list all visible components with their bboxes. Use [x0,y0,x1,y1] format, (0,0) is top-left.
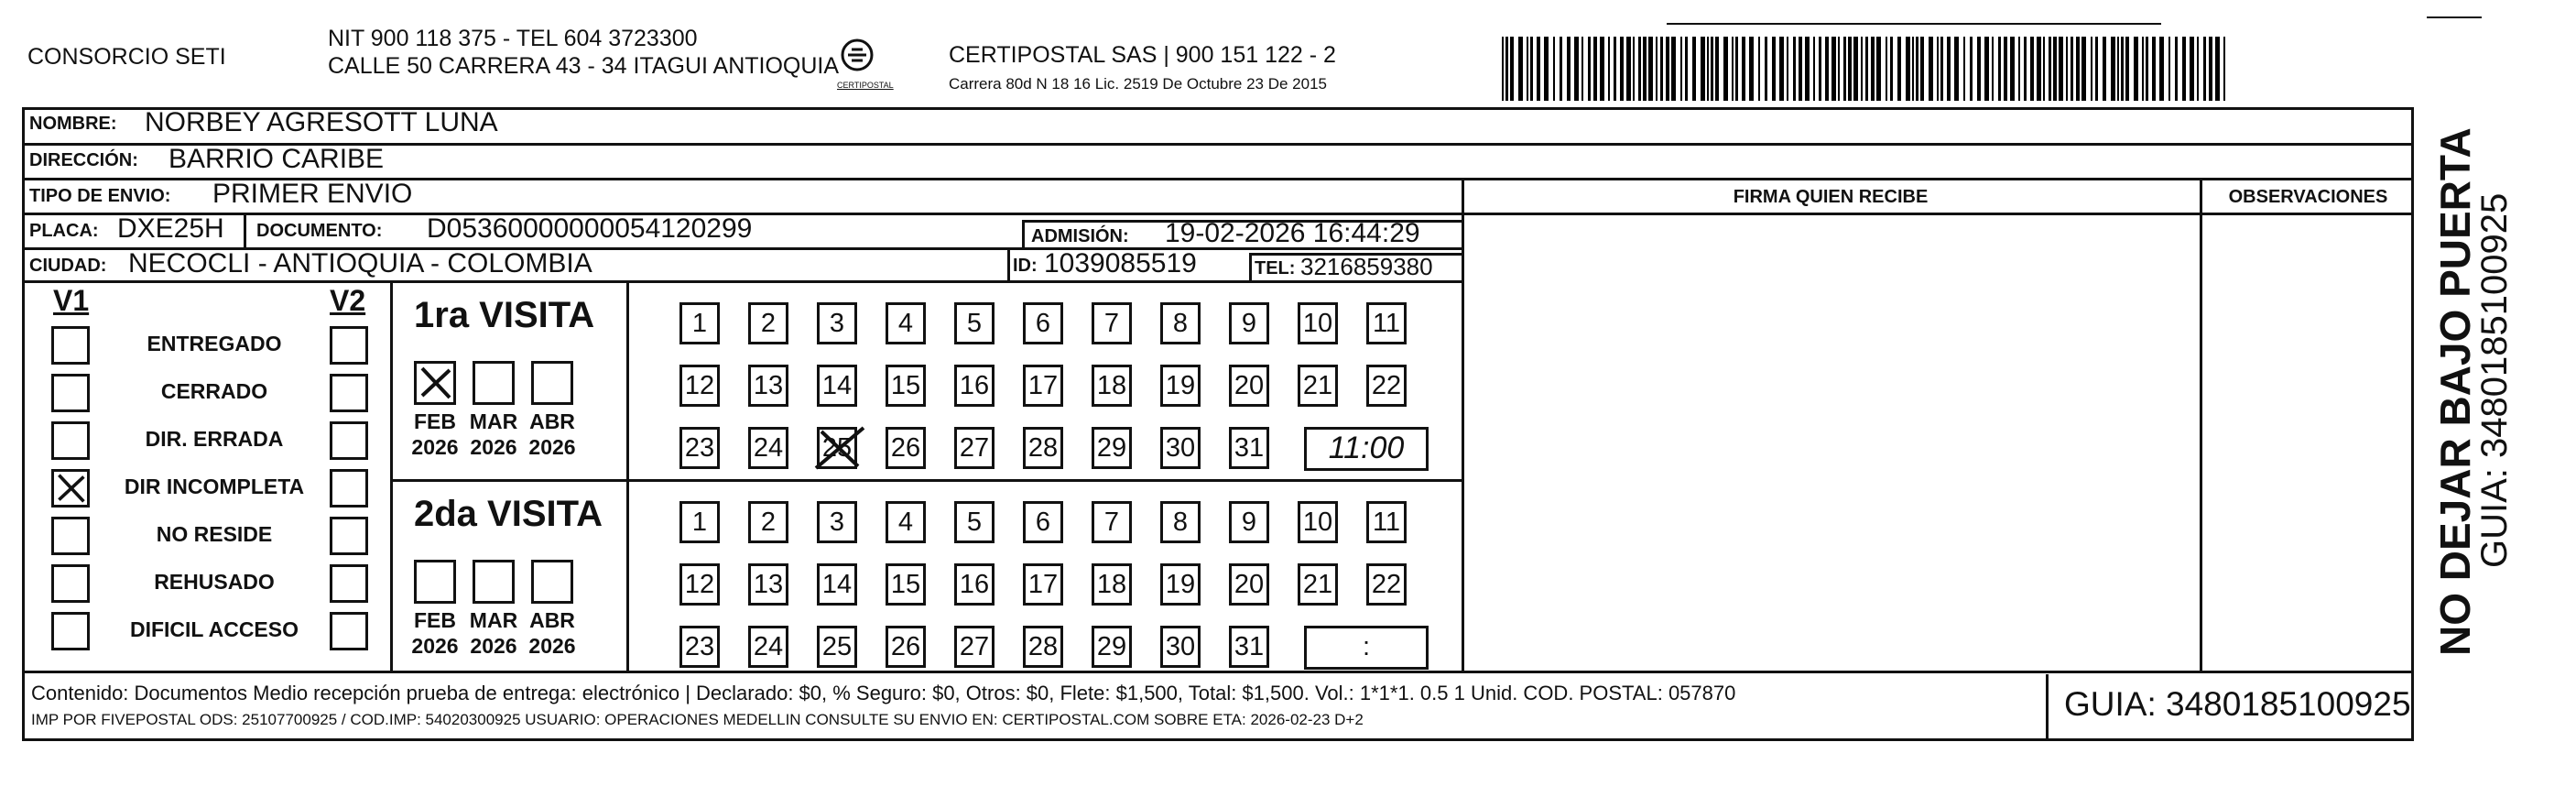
barcode-bar [1920,37,1924,101]
reason-v1-checkbox[interactable] [51,326,90,365]
day-box[interactable]: 16 [954,563,995,606]
barcode-bar [1871,37,1875,101]
barcode-bar [1692,37,1696,101]
day-box[interactable]: 28 [1023,427,1063,469]
month-year: 2026 [411,435,459,459]
month-checkbox[interactable] [414,560,456,604]
barcode-bar [2103,37,2106,101]
day-box[interactable]: 31 [1229,626,1269,668]
barcode-bar [2134,37,2138,101]
day-box[interactable]: 22 [1366,365,1407,407]
barcode-bar [2081,37,2086,101]
barcode-bar [2076,37,2080,101]
barcode-bar [2223,37,2225,101]
day-box[interactable]: 31 [1229,427,1269,469]
barcode-bar [2146,37,2148,101]
barcode-bar [2197,37,2199,101]
barcode-bar [1984,37,1989,101]
day-box[interactable]: 20 [1229,365,1269,407]
day-box[interactable]: 5 [954,501,995,543]
reason-v2-checkbox[interactable] [330,517,368,555]
day-box[interactable]: 2 [748,302,788,344]
barcode-bar [1581,37,1583,101]
row-line-3 [22,213,2414,215]
tel-label: TEL: [1255,258,1296,278]
tel-divider [1249,253,1252,280]
barcode-bar [1793,37,1796,101]
day-box[interactable]: 17 [1023,563,1063,606]
reason-v2-checkbox[interactable] [330,326,368,365]
no-dejar-bajo-puerta: NO DEJAR BAJO PUERTA [2431,127,2479,656]
time-box[interactable]: 11:00 [1304,427,1429,471]
row-line-6 [22,671,2414,673]
barcode-bar [1742,37,1745,101]
barcode-bar [1656,37,1658,101]
barcode-bar [1505,37,1508,101]
reason-label: REHUSADO [154,570,275,594]
day-box[interactable]: 18 [1092,365,1132,407]
day-box[interactable]: 2 [748,501,788,543]
barcode-bar [1865,37,1868,101]
day-box[interactable]: 30 [1160,427,1201,469]
barcode-bar [1527,37,1528,101]
imp-line: IMP POR FIVEPOSTAL ODS: 25107700925 / COD.IMP: 54020300925 USUARIO: OPERACIONES MEDELLIN CONSULTE SU ENVIO EN: CERTIPOSTAL.COM SOBRE ETA: 2026-02-23 D+2 [31,711,1364,728]
barcode-bar [2190,37,2194,101]
barcode-bar [1707,37,1709,101]
month-year: 2026 [411,634,459,658]
barcode-bar [2049,37,2051,101]
reason-label: DIR. ERRADA [145,427,284,451]
barcode-bar [1992,37,1994,101]
day-box[interactable]: 24 [748,626,788,668]
day-box[interactable]: 27 [954,626,995,668]
day-box[interactable]: 9 [1229,501,1269,543]
barcode-bar [2117,37,2119,101]
month-label: MAR [469,608,518,632]
reason-v1-checkbox[interactable] [51,564,90,603]
top-scan-mark [1667,23,2161,25]
col-line-days [626,280,629,671]
barcode-bar [1819,37,1821,101]
barcode-bar [1593,37,1597,101]
barcode-bar [2175,37,2178,101]
x-mark-icon [417,364,453,402]
admision-label: ADMISIÓN: [1031,226,1129,246]
nombre-value: NORBEY AGRESOTT LUNA [145,107,498,137]
reason-v2-checkbox[interactable] [330,469,368,508]
barcode-bar [1749,37,1754,101]
x-mark-icon [812,422,867,477]
day-box[interactable]: 21 [1298,365,1338,407]
logo-text: CERTIPOSTAL [837,81,894,90]
barcode-bar [2182,37,2186,101]
barcode-bar [2004,37,2007,101]
day-box[interactable]: 7 [1092,501,1132,543]
barcode-bar [1735,37,1738,101]
direccion-value: BARRIO CARIBE [168,144,385,174]
barcode [1502,37,2234,101]
reason-v1-checkbox[interactable] [51,517,90,555]
barcode-bar [2159,37,2164,101]
day-box[interactable]: 3 [817,501,857,543]
barcode-bar [2024,37,2027,101]
reason-label: DIR INCOMPLETA [124,475,305,498]
barcode-bar [1853,37,1858,101]
month-checkbox[interactable] [473,560,515,604]
barcode-bar [1977,37,1981,101]
barcode-bar [2125,37,2129,101]
day-box[interactable]: 14 [817,563,857,606]
contenido-line: Contenido: Documentos Medio recepción prueba de entrega: electrónico | Declarado: $0, % Seguro: $0, Otros: $0, Flete: $1,500, Total: $1,500. Vol.: 1*1*1. 0.5 1 Unid. COD. POSTAL: 057870 [31,682,1736,704]
day-box[interactable]: 19 [1160,563,1201,606]
barcode-bar [1998,37,2001,101]
barcode-bar [2037,37,2041,101]
day-box[interactable]: 1 [679,302,720,344]
barcode-bar [1510,37,1514,101]
day-box[interactable]: 12 [679,365,720,407]
barcode-bar [1843,37,1846,101]
barcode-bar [2121,37,2124,101]
barcode-bar [1560,37,1562,101]
day-box[interactable]: 15 [886,563,926,606]
reason-label: NO RESIDE [156,522,273,546]
license-line: Carrera 80d N 18 16 Lic. 2519 De Octubre 23 De 2015 [949,75,1327,93]
address-line: CALLE 50 CARRERA 43 - 34 ITAGUI ANTIOQUIA [328,53,840,79]
barcode-bar [1886,37,1887,101]
tipo-envio-label: TIPO DE ENVIO: [29,186,171,206]
month-year: 2026 [470,634,517,658]
documento-value: D05360000000054120299 [427,213,753,244]
day-box[interactable]: 13 [748,365,788,407]
day-box[interactable]: 5 [954,302,995,344]
day-box[interactable]: 25 [817,626,857,668]
barcode-bar [1799,37,1802,101]
placa-value: DXE25H [117,213,224,244]
barcode-bar [1825,37,1829,101]
row-line-5 [22,280,1462,283]
day-box[interactable]: 23 [679,427,720,469]
barcode-bar [1671,37,1676,101]
id-divider [1007,247,1010,280]
reason-label: ENTREGADO [147,332,282,355]
barcode-bar [1680,37,1682,101]
barcode-bar [2066,37,2068,101]
day-box[interactable]: 3 [817,302,857,344]
reason-v2-checkbox[interactable] [330,374,368,412]
day-box[interactable]: 21 [1298,563,1338,606]
barcode-bar [1848,37,1852,101]
day-box[interactable]: 17 [1023,365,1063,407]
day-box[interactable]: 16 [954,365,995,407]
month-checkbox[interactable] [473,361,515,405]
barcode-bar [2111,37,2115,101]
direccion-label: DIRECCIÓN: [29,150,138,170]
side-guia: GUIA: 3480185100925 [2474,192,2515,568]
day-box[interactable]: 19 [1160,365,1201,407]
firma-header: FIRMA QUIEN RECIBE [1733,187,1929,207]
barcode-bar [1954,37,1959,101]
barcode-bar [1701,37,1705,101]
ciudad-label: CIUDAD: [29,256,107,276]
reason-v2-checkbox[interactable] [330,564,368,603]
month-checkbox[interactable] [414,361,456,405]
day-box[interactable]: 18 [1092,563,1132,606]
id-label: ID: [1013,256,1038,276]
month-label: FEB [414,608,456,632]
barcode-bar [1518,37,1523,101]
barcode-bar [2059,37,2063,101]
barcode-bar [1614,37,1616,101]
barcode-bar [1600,37,1604,101]
month-label: MAR [469,409,518,433]
barcode-bar [1906,37,1910,101]
nit-line: NIT 900 118 375 - TEL 604 3723300 [328,26,698,51]
barcode-bar [1648,37,1653,101]
col-line-firma [1462,178,1464,671]
visit-title: 1ra VISITA [414,295,595,335]
barcode-bar [1626,37,1631,101]
day-box[interactable]: 4 [886,302,926,344]
month-year: 2026 [528,435,576,459]
barcode-bar [2095,37,2098,101]
visit-title: 2da VISITA [414,494,603,534]
barcode-bar [1912,37,1914,101]
month-label: ABR [529,608,575,632]
barcode-bar [1940,37,1943,101]
observaciones-header: OBSERVACIONES [2228,187,2388,207]
v1-header: V1 [53,284,90,317]
certipostal-logo [830,35,894,99]
day-box[interactable]: 23 [679,626,720,668]
ciudad-value: NECOCLI - ANTIOQUIA - COLOMBIA [128,248,592,278]
day-box[interactable]: 27 [954,427,995,469]
barcode-bar [1929,37,1933,101]
barcode-bar [1638,37,1641,101]
col-line-visits [390,280,393,671]
time-box[interactable]: : [1304,626,1429,670]
barcode-bar [1685,37,1688,101]
barcode-bar [1970,37,1973,101]
barcode-bar [1723,37,1728,101]
barcode-bar [1715,37,1719,101]
barcode-bar [1574,37,1579,101]
id-value: 1039085519 [1044,248,1197,278]
month-label: FEB [414,409,456,433]
day-box[interactable]: 14 [817,365,857,407]
barcode-bar [1876,37,1881,101]
day-box[interactable]: 6 [1023,302,1063,344]
barcode-bar [1831,37,1836,101]
barcode-bar [1947,37,1951,101]
reason-label: CERRADO [160,379,268,403]
admision-divider [1022,220,1025,247]
day-box[interactable]: 15 [886,365,926,407]
day-box[interactable]: 24 [748,427,788,469]
barcode-bar [1544,37,1549,101]
day-box[interactable]: 11 [1366,501,1407,543]
day-box[interactable]: 10 [1298,302,1338,344]
day-box[interactable]: 7 [1092,302,1132,344]
day-box[interactable]: 13 [748,563,788,606]
v2-header: V2 [330,284,366,317]
barcode-bar [2168,37,2170,101]
month-label: ABR [529,409,575,433]
barcode-bar [1861,37,1863,101]
barcode-bar [1772,37,1776,101]
month-year: 2026 [528,634,576,658]
barcode-bar [1588,37,1591,101]
barcode-bar [1897,37,1901,101]
placa-label: PLACA: [29,221,99,241]
barcode-bar [2152,37,2156,101]
certipostal-line: CERTIPOSTAL SAS | 900 151 122 - 2 [949,42,1336,68]
barcode-bar [2203,37,2206,101]
top-scan-mark-small [2427,16,2482,18]
reason-v2-checkbox[interactable] [330,612,368,650]
barcode-bar [1963,37,1965,101]
col-line-obs [2200,178,2202,671]
barcode-bar [1502,37,1504,101]
barcode-bar [2071,37,2073,101]
reason-label: DIFICIL ACCESO [129,617,299,641]
barcode-bar [2209,37,2212,101]
barcode-bar [1567,37,1571,101]
month-checkbox[interactable] [531,560,573,604]
day-box[interactable]: 28 [1023,626,1063,668]
barcode-bar [1643,37,1647,101]
day-box[interactable]: 6 [1023,501,1063,543]
barcode-bar [1758,37,1760,101]
barcode-bar [1787,37,1788,101]
reason-v1-checkbox[interactable] [51,421,90,460]
x-mark-icon [54,472,87,505]
barcode-bar [1660,37,1663,101]
day-box[interactable]: 10 [1298,501,1338,543]
day-box[interactable]: 1 [679,501,720,543]
day-box[interactable]: 20 [1229,563,1269,606]
barcode-bar [2142,37,2144,101]
day-box[interactable]: 22 [1366,563,1407,606]
footer-guia: GUIA: 3480185100925 [2064,685,2411,723]
day-box[interactable]: 8 [1160,302,1201,344]
barcode-bar [2215,37,2220,101]
barcode-bar [2010,37,2015,101]
barcode-bar [1916,37,1918,101]
day-box[interactable]: 26 [886,626,926,668]
month-checkbox[interactable] [531,361,573,405]
reason-v1-checkbox[interactable] [51,469,90,508]
day-box[interactable]: 8 [1160,501,1201,543]
tel-value: 3216859380 [1300,253,1433,280]
barcode-bar [1633,37,1635,101]
day-box[interactable]: 29 [1092,427,1132,469]
reason-v1-checkbox[interactable] [51,374,90,412]
barcode-bar [1620,37,1624,101]
barcode-bar [2053,37,2057,101]
nombre-label: NOMBRE: [29,114,117,134]
documento-label: DOCUMENTO: [256,221,383,241]
barcode-bar [1732,37,1734,101]
barcode-bar [1779,37,1784,101]
barcode-bar [1805,37,1810,101]
barcode-bar [1937,37,1939,101]
footer-guia-divider [2046,674,2049,741]
grid-mid-line [390,479,1462,482]
barcode-bar [2091,37,2092,101]
day-box[interactable]: 26 [886,427,926,469]
day-box[interactable]: 25 [817,427,857,469]
barcode-bar [1711,37,1713,101]
tipo-envio-value: PRIMER ENVIO [212,179,413,209]
company-name: CONSORCIO SETI [27,44,226,70]
reason-v2-checkbox[interactable] [330,421,368,460]
day-box[interactable]: 9 [1229,302,1269,344]
reason-v1-checkbox[interactable] [51,612,90,650]
barcode-bar [1765,37,1767,101]
day-box[interactable]: 11 [1366,302,1407,344]
day-box[interactable]: 12 [679,563,720,606]
barcode-bar [1838,37,1840,101]
day-box[interactable]: 29 [1092,626,1132,668]
month-year: 2026 [470,435,517,459]
barcode-bar [1666,37,1669,101]
barcode-bar [1813,37,1815,101]
day-box[interactable]: 30 [1160,626,1201,668]
barcode-bar [1537,37,1540,101]
day-box[interactable]: 4 [886,501,926,543]
barcode-bar [1608,37,1610,101]
barcode-bar [2030,37,2034,101]
barcode-bar [1890,37,1893,101]
barcode-bar [2043,37,2045,101]
barcode-bar [1553,37,1555,101]
barcode-bar [1530,37,1533,101]
placa-divider [244,213,246,247]
barcode-bar [2018,37,2020,101]
admision-value: 19-02-2026 16:44:29 [1165,218,1420,248]
